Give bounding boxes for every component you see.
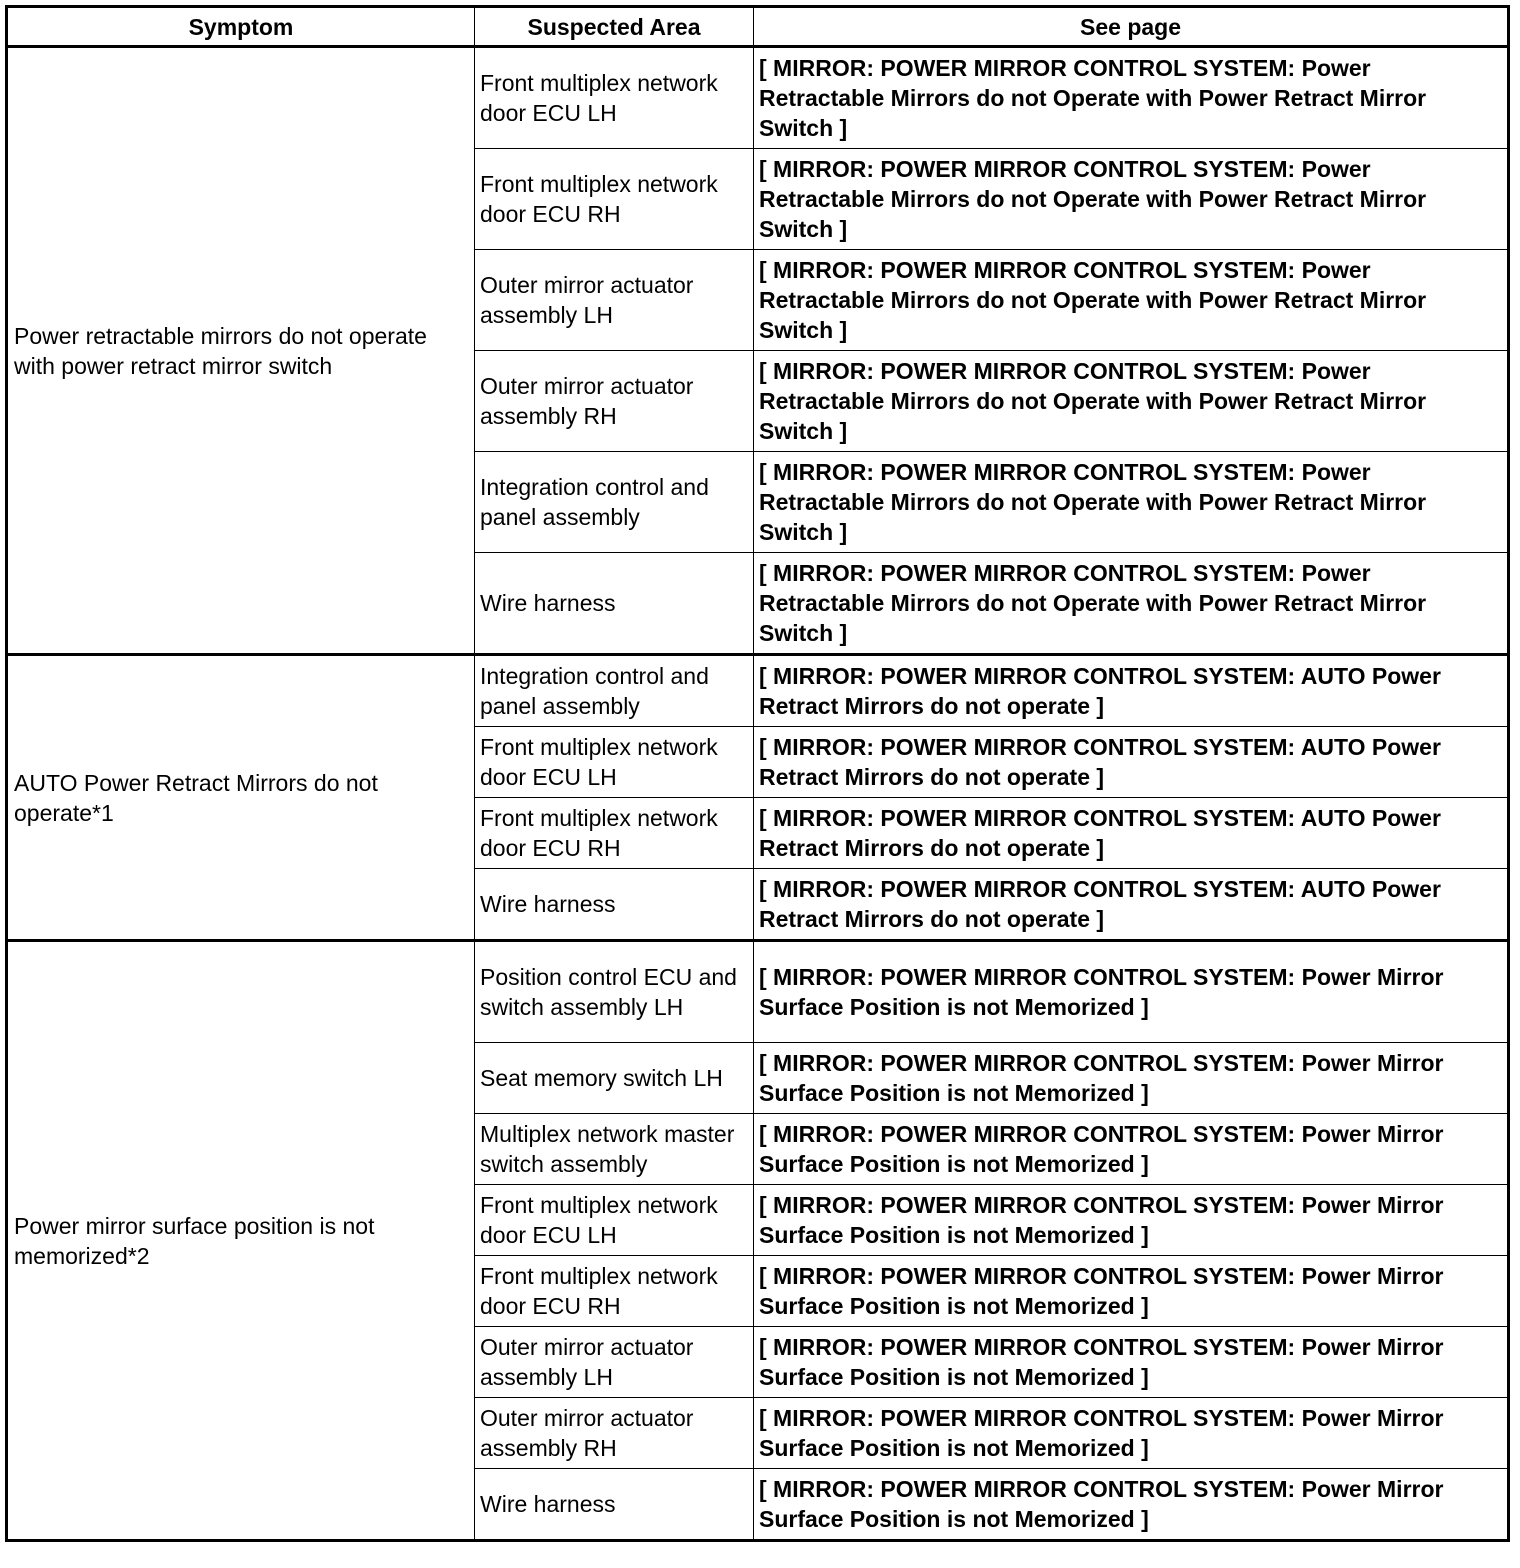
see-page-link[interactable]: [ MIRROR: POWER MIRROR CONTROL SYSTEM: Power Retractable Mirrors do not Operate with Power Retract Mirror Switch ] xyxy=(754,149,1509,250)
table-row xyxy=(7,47,1509,149)
header-suspected-area: Suspected Area xyxy=(475,7,754,47)
see-page-link[interactable]: [ MIRROR: POWER MIRROR CONTROL SYSTEM: Power Mirror Surface Position is not Memorized ] xyxy=(754,941,1509,1043)
see-page-link[interactable]: [ MIRROR: POWER MIRROR CONTROL SYSTEM: AUTO Power Retract Mirrors do not operate ] xyxy=(754,727,1509,798)
suspected-area-cell: Front multiplex network door ECU LH xyxy=(475,47,754,149)
see-page-link[interactable]: [ MIRROR: POWER MIRROR CONTROL SYSTEM: AUTO Power Retract Mirrors do not operate ] xyxy=(754,869,1509,941)
suspected-area-cell: Outer mirror actuator assembly LH xyxy=(475,250,754,351)
suspected-area-cell: Outer mirror actuator assembly RH xyxy=(475,351,754,452)
suspected-area-cell: Front multiplex network door ECU RH xyxy=(475,1256,754,1327)
see-page-link[interactable]: [ MIRROR: POWER MIRROR CONTROL SYSTEM: Power Retractable Mirrors do not Operate with Power Retract Mirror Switch ] xyxy=(754,452,1509,553)
suspected-area-cell: Multiplex network master switch assembly xyxy=(475,1114,754,1185)
header-row xyxy=(7,7,1509,47)
see-page-link[interactable]: [ MIRROR: POWER MIRROR CONTROL SYSTEM: AUTO Power Retract Mirrors do not operate ] xyxy=(754,655,1509,727)
suspected-area-cell: Wire harness xyxy=(475,553,754,655)
suspected-area-cell: Integration control and panel assembly xyxy=(475,655,754,727)
suspected-area-cell: Wire harness xyxy=(475,869,754,941)
see-page-link[interactable]: [ MIRROR: POWER MIRROR CONTROL SYSTEM: AUTO Power Retract Mirrors do not operate ] xyxy=(754,798,1509,869)
suspected-area-cell: Front multiplex network door ECU RH xyxy=(475,798,754,869)
suspected-area-cell: Front multiplex network door ECU LH xyxy=(475,727,754,798)
see-page-link[interactable]: [ MIRROR: POWER MIRROR CONTROL SYSTEM: Power Mirror Surface Position is not Memorized ] xyxy=(754,1256,1509,1327)
symptom-table xyxy=(5,5,1510,1542)
see-page-link[interactable]: [ MIRROR: POWER MIRROR CONTROL SYSTEM: Power Mirror Surface Position is not Memorized ] xyxy=(754,1185,1509,1256)
see-page-link[interactable]: [ MIRROR: POWER MIRROR CONTROL SYSTEM: Power Mirror Surface Position is not Memorized ] xyxy=(754,1043,1509,1114)
see-page-link[interactable]: [ MIRROR: POWER MIRROR CONTROL SYSTEM: Power Retractable Mirrors do not Operate with Power Retract Mirror Switch ] xyxy=(754,47,1509,149)
header-see-page: See page xyxy=(754,7,1509,47)
symptom-cell: AUTO Power Retract Mirrors do not operate*1 xyxy=(7,655,475,941)
table-body xyxy=(7,47,1509,1541)
table-header xyxy=(7,7,1509,47)
table-row xyxy=(7,941,1509,1043)
see-page-link[interactable]: [ MIRROR: POWER MIRROR CONTROL SYSTEM: Power Retractable Mirrors do not Operate with Power Retract Mirror Switch ] xyxy=(754,351,1509,452)
suspected-area-cell: Front multiplex network door ECU RH xyxy=(475,149,754,250)
symptom-cell: Power mirror surface position is not memorized*2 xyxy=(7,941,475,1541)
see-page-link[interactable]: [ MIRROR: POWER MIRROR CONTROL SYSTEM: Power Mirror Surface Position is not Memorized ] xyxy=(754,1469,1509,1541)
see-page-link[interactable]: [ MIRROR: POWER MIRROR CONTROL SYSTEM: Power Retractable Mirrors do not Operate with Power Retract Mirror Switch ] xyxy=(754,553,1509,655)
see-page-link[interactable]: [ MIRROR: POWER MIRROR CONTROL SYSTEM: Power Mirror Surface Position is not Memorized ] xyxy=(754,1327,1509,1398)
suspected-area-cell: Seat memory switch LH xyxy=(475,1043,754,1114)
header-symptom: Symptom xyxy=(7,7,475,47)
see-page-link[interactable]: [ MIRROR: POWER MIRROR CONTROL SYSTEM: Power Mirror Surface Position is not Memorized ] xyxy=(754,1114,1509,1185)
suspected-area-cell: Position control ECU and switch assembly LH xyxy=(475,941,754,1043)
symptom-cell: Power retractable mirrors do not operate with power retract mirror switch xyxy=(7,47,475,655)
suspected-area-cell: Outer mirror actuator assembly RH xyxy=(475,1398,754,1469)
suspected-area-cell: Wire harness xyxy=(475,1469,754,1541)
suspected-area-cell: Integration control and panel assembly xyxy=(475,452,754,553)
suspected-area-cell: Outer mirror actuator assembly LH xyxy=(475,1327,754,1398)
table-row xyxy=(7,655,1509,727)
see-page-link[interactable]: [ MIRROR: POWER MIRROR CONTROL SYSTEM: Power Retractable Mirrors do not Operate with Power Retract Mirror Switch ] xyxy=(754,250,1509,351)
suspected-area-cell: Front multiplex network door ECU LH xyxy=(475,1185,754,1256)
see-page-link[interactable]: [ MIRROR: POWER MIRROR CONTROL SYSTEM: Power Mirror Surface Position is not Memorized ] xyxy=(754,1398,1509,1469)
